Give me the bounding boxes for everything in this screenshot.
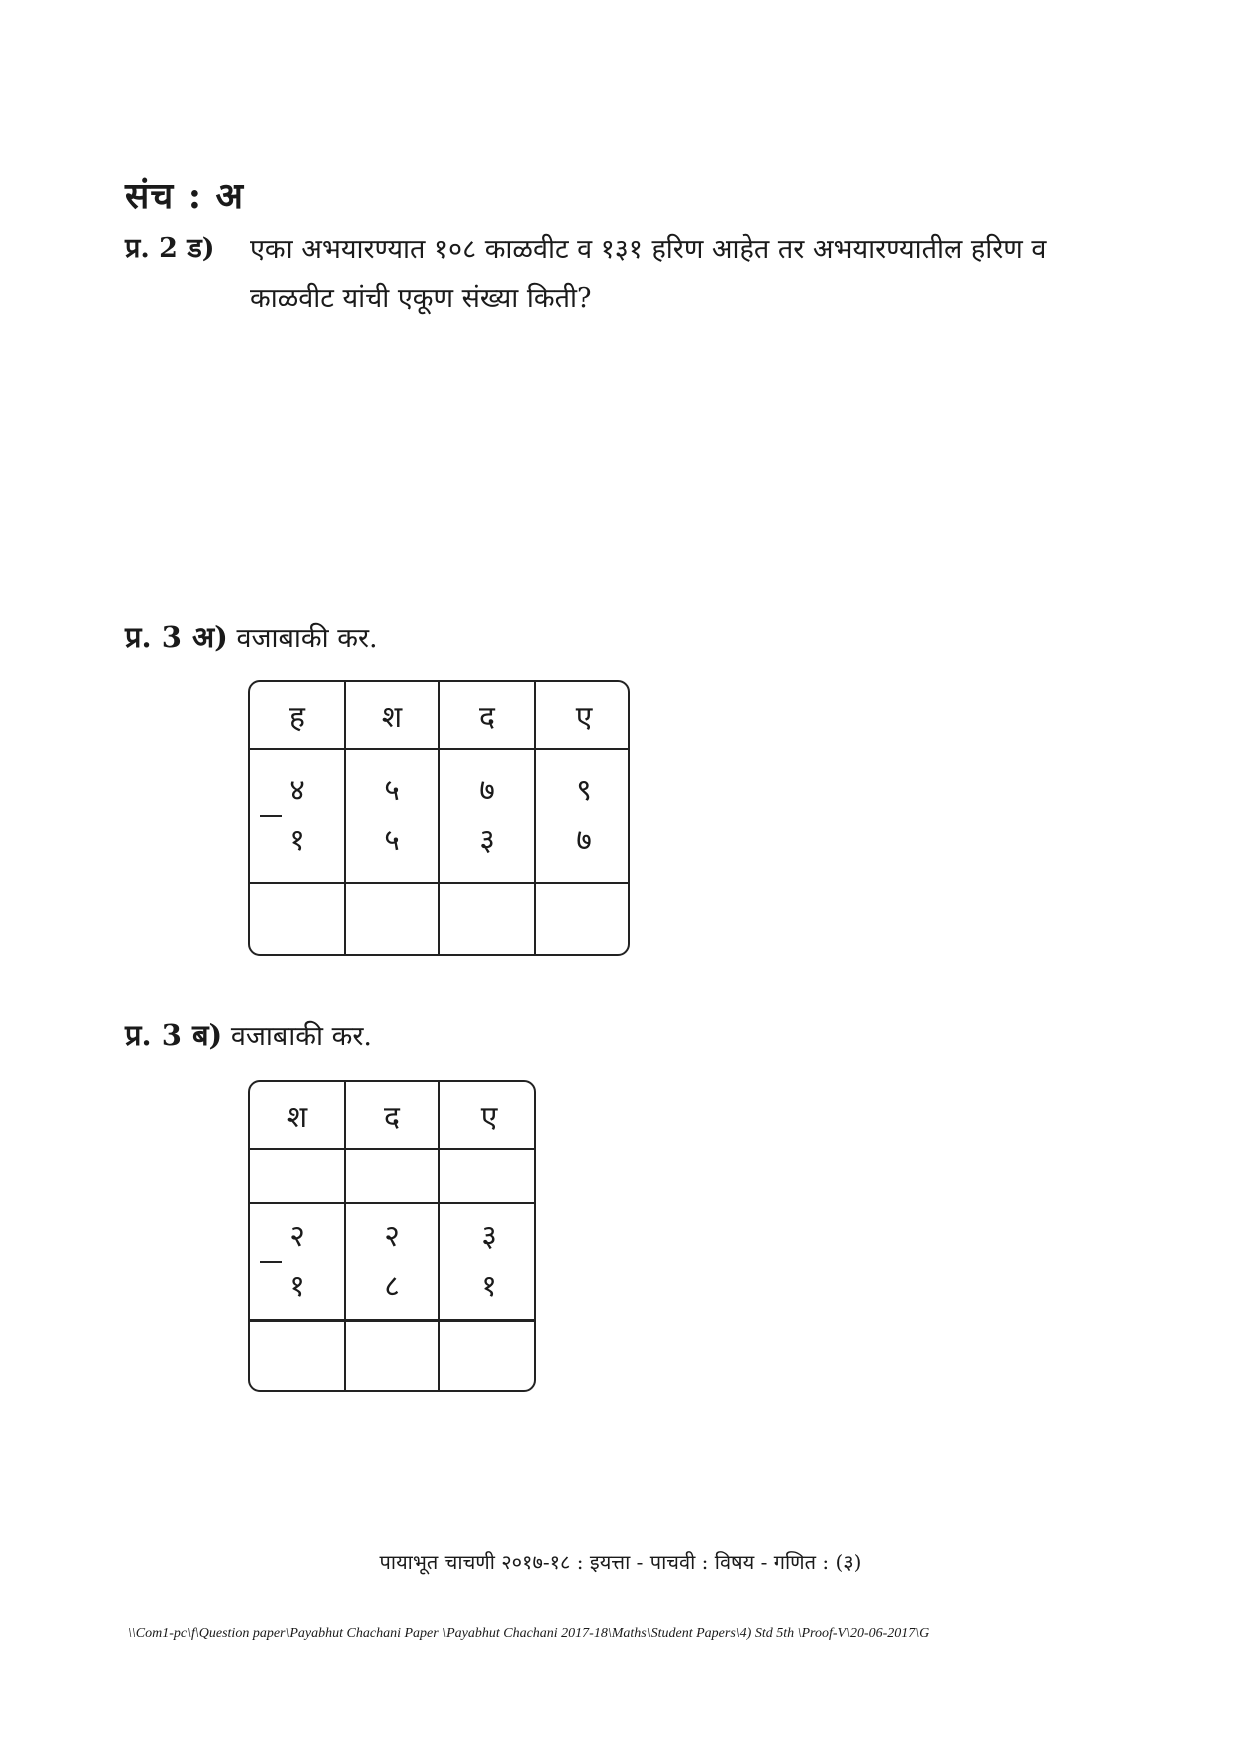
set-title: संच : अ [125,175,245,217]
minus-sign [260,815,282,817]
answer-cell[interactable] [440,1322,536,1392]
header-cell: ह [250,682,346,750]
page-footer: पायाभूत चाचणी २०१७-१८ : इयत्ता - पाचवी : विषय - गणित : (३) [379,1550,862,1574]
header-cell: ए [536,682,630,750]
digit-cell [440,750,536,884]
top-digit: २ [289,1218,305,1254]
question-3a-instruction: वजाबाकी कर. [236,623,378,654]
top-digit: २ [384,1218,400,1254]
bottom-digit: ७ [576,823,592,858]
digit-cell [440,1204,536,1322]
header-cell: श [346,682,440,750]
digit-cell [346,1204,440,1322]
answer-cell[interactable] [440,884,536,956]
top-digit: ४ [289,773,305,808]
digit-cell [346,750,440,884]
question-3b-number: प्र. 3 ब) [125,1018,223,1052]
carry-cell[interactable] [250,1150,346,1204]
header-cell: द [346,1082,440,1150]
digit-cell [536,750,630,884]
question-3a [125,617,378,656]
answer-cell[interactable] [250,884,346,956]
answer-cell[interactable] [346,1322,440,1392]
top-digit: ३ [481,1218,497,1254]
header-cell: श [250,1082,346,1150]
question-2d-text-line2: काळवीट यांची एकूण संख्या किती? [250,283,592,314]
bottom-digit: १ [481,1268,497,1304]
subtraction-table-3a [248,680,630,956]
header-cell: द [440,682,536,750]
question-3b-instruction: वजाबाकी कर. [230,1021,372,1052]
top-digit: ७ [479,773,495,808]
minus-sign [260,1261,282,1263]
carry-cell[interactable] [440,1150,536,1204]
bottom-digit: १ [289,823,305,858]
bottom-digit: ८ [384,1268,400,1304]
question-3b [125,1015,372,1054]
bottom-digit: १ [289,1268,305,1304]
bottom-digit: ५ [384,823,400,858]
file-path: \\Com1-pc\f\Question paper\Payabhut Chachani Paper \Payabhut Chachani 2017-18\Maths\Student Papers\4) Std 5th \Proof-V\20-06-2017\G [128,1626,930,1641]
header-cell: ए [440,1082,536,1150]
answer-cell[interactable] [346,884,440,956]
top-digit: ९ [576,773,592,808]
bottom-digit: ३ [479,823,495,858]
carry-cell[interactable] [346,1150,440,1204]
subtraction-table-3b [248,1080,536,1392]
answer-cell[interactable] [536,884,630,956]
answer-cell[interactable] [250,1322,346,1392]
question-2d-number: प्र. 2 ड) [125,233,215,264]
question-2d-text-line1: एका अभयारण्यात १०८ काळवीट व १३१ हरिण आहेत तर अभयारण्यातील हरिण व [250,234,1047,265]
question-3a-number: प्र. 3 अ) [125,620,228,654]
top-digit: ५ [384,773,400,808]
digit-cell [250,750,346,884]
digit-cell [250,1204,346,1322]
